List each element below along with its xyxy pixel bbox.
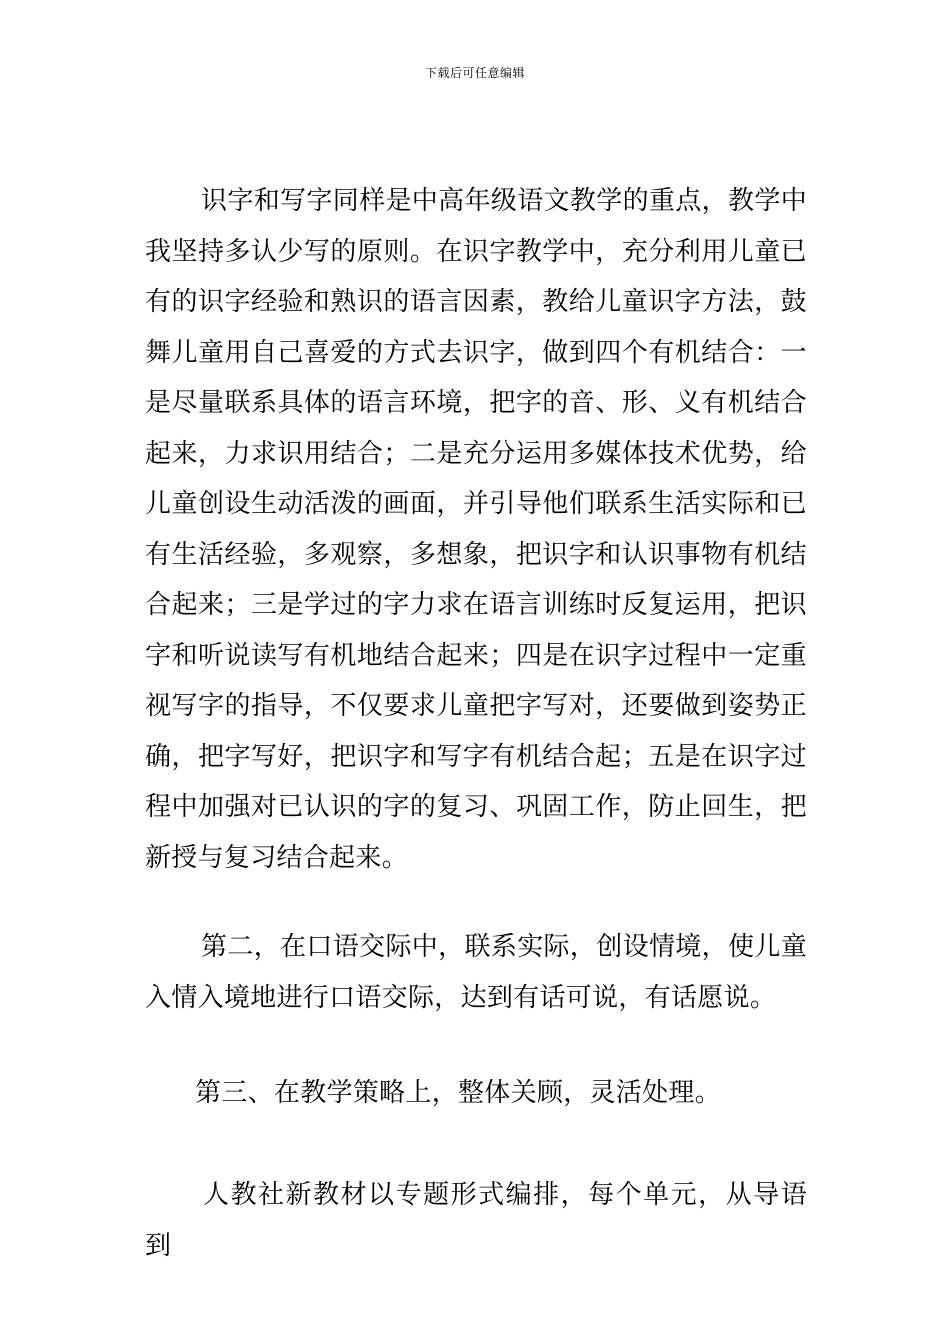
page-header: 下载后可任意编辑 — [424, 66, 525, 80]
paragraph-oral-communication: 第二，在口语交际中，联系实际，创设情境，使儿童入情入境地进行口语交际，达到有话可说，有话愿说。 — [145, 932, 807, 1013]
paragraph-teaching-strategy: 第三、在教学策略上，整体关顾，灵活处理。 — [195, 1078, 722, 1108]
paragraph-textbook: 人教社新教材以专题形式编排，每个单元，从导语到 — [145, 1180, 807, 1261]
paragraph-literacy: 识字和写字同样是中高年级语文教学的重点，教学中我坚持多认少写的原则。在识字教学中，充分利用儿童已有的识字经验和熟识的语言因素，教给儿童识字方法，鼓舞儿童用自己喜爱的方式去识字，做到四个有机结合：一是尽量联系具体的语言环境，把字的音、形、义有机结合起来，力求识用结合；二是充分运用多媒体技术优势，给儿童创设生动活泼的画面，并引导他们联系生活实际和已有生活经验，多观察，多想象，把识字和认识事物有机结合起来；三是学过的字力求在语言训练时反复运用，把识字和听说读写有机地结合起来；四是在识字过程中一定重视写字的指导，不仅要求儿童把字写对，还要做到姿势正确，把字写好，把识字和写字有机结合起；五是在识字过程中加强对已认识的字的复习、巩固工作，防止回生，把新授与复习结合起来。 — [145, 186, 807, 873]
